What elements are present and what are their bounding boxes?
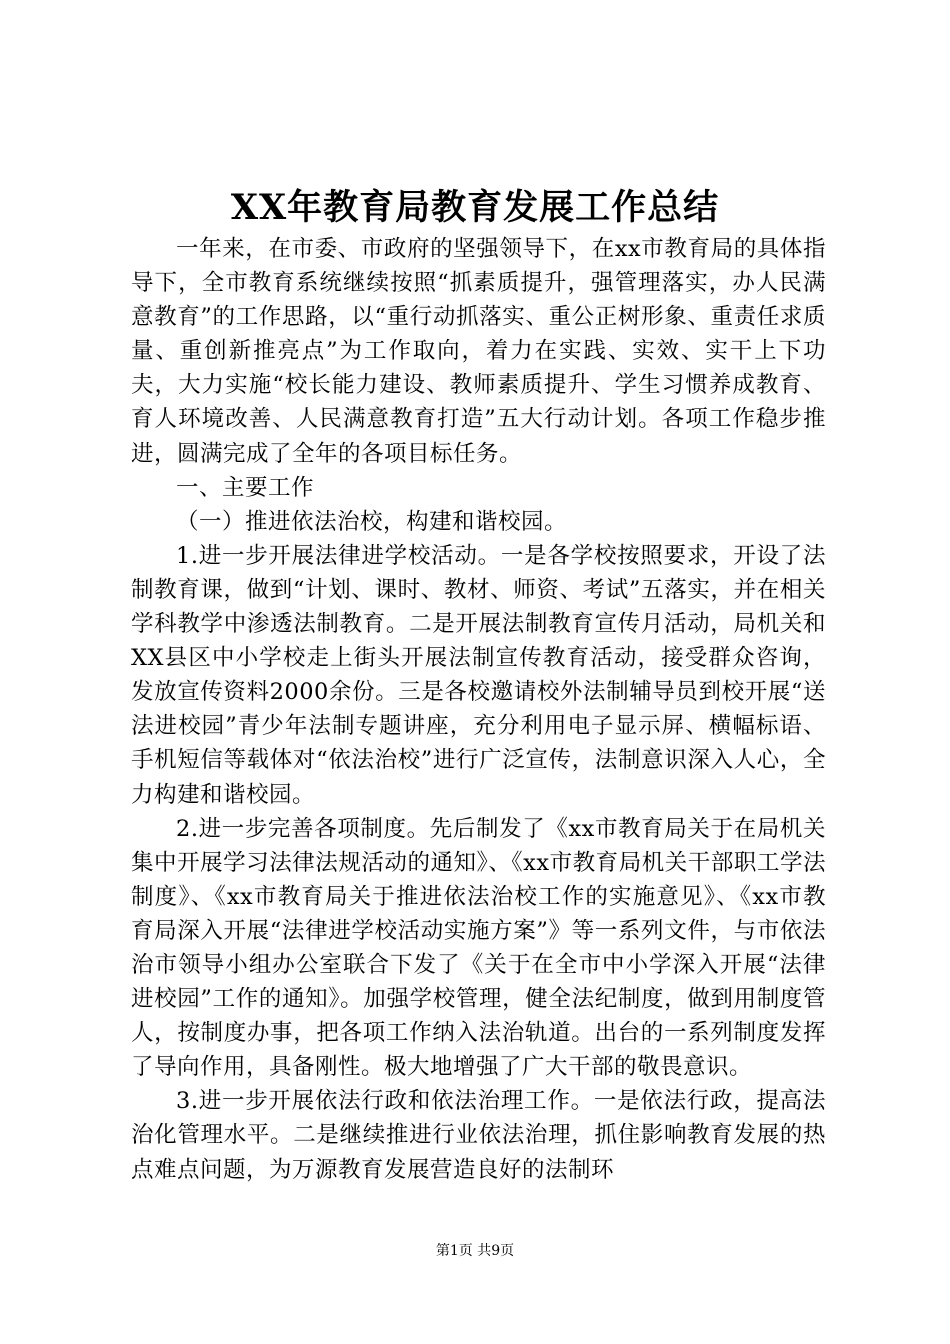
page-number-footer: 第1页 共9页 bbox=[435, 1243, 515, 1259]
paragraph-intro: 一年来，在市委、市政府的坚强领导下，在xx市教育局的具体指导下，全市教育系统继续按照“抓素质提升，强管理落实，办人民满意教育”的工作思路，以“重行动抓落实、重公正树形象、重责任求质量、重创新推亮点”为工作取向，着力在实践、实效、实干上下功夫，大力实施“校长能力建设、教师素质提升、学生习惯养成教育、育人环境改善、人民满意教育打造”五大行动计划。各项工作稳步推进，圆满完成了全年的各项目标任务。 bbox=[131, 236, 826, 467]
paragraph-item-2: 2.进一步完善各项制度。先后制发了《xx市教育局关于在局机关集中开展学习法律法规活动的通知》、《xx市教育局机关干部职工学法制度》、《xx市教育局关于推进依法治校工作的实施意见》、《xx市教育局深入开展“法律进学校活动实施方案”》等一系列文件，与市依法治市领导小组办公室联合下发了《关于在全市中小学深入开展“法律进校园”工作的通知》。加强学校管理，健全法纪制度，做到用制度管人，按制度办事，把各项工作纳入法治轨道。出台的一系列制度发挥了导向作用，具备刚性。极大地增强了广大干部的敬畏意识。 bbox=[131, 815, 826, 1081]
document-body bbox=[131, 232, 826, 1187]
subsection-heading-rule-of-law: （一）推进依法治校，构建和谐校园。 bbox=[176, 508, 568, 535]
paragraph-item-3: 3.进一步开展依法行政和依法治理工作。一是依法行政，提高法治化管理水平。二是继续推进行业依法治理，抓住影响教育发展的热点难点问题，为万源教育发展营造良好的法制环 bbox=[131, 1088, 826, 1183]
document-title: XX年教育局教育发展工作总结 bbox=[230, 187, 720, 228]
paragraph-item-1: 1.进一步开展法律进学校活动。一是各学校按照要求，开设了法制教育课，做到“计划、课时、教材、师资、考试”五落实，并在相关学科教学中渗透法制教育。二是开展法制教育宣传月活动，局机关和XX县区中小学校走上街头开展法制宣传教育活动，接受群众咨询，发放宣传资料2000余份。三是各校邀请校外法制辅导员到校开展“送法进校园”青少年法制专题讲座，充分利用电子显示屏、横幅标语、手机短信等载体对“依法治校”进行广泛宣传，法制意识深入人心，全力构建和谐校园。 bbox=[131, 542, 826, 808]
section-heading-main-work: 一、主要工作 bbox=[176, 474, 315, 501]
